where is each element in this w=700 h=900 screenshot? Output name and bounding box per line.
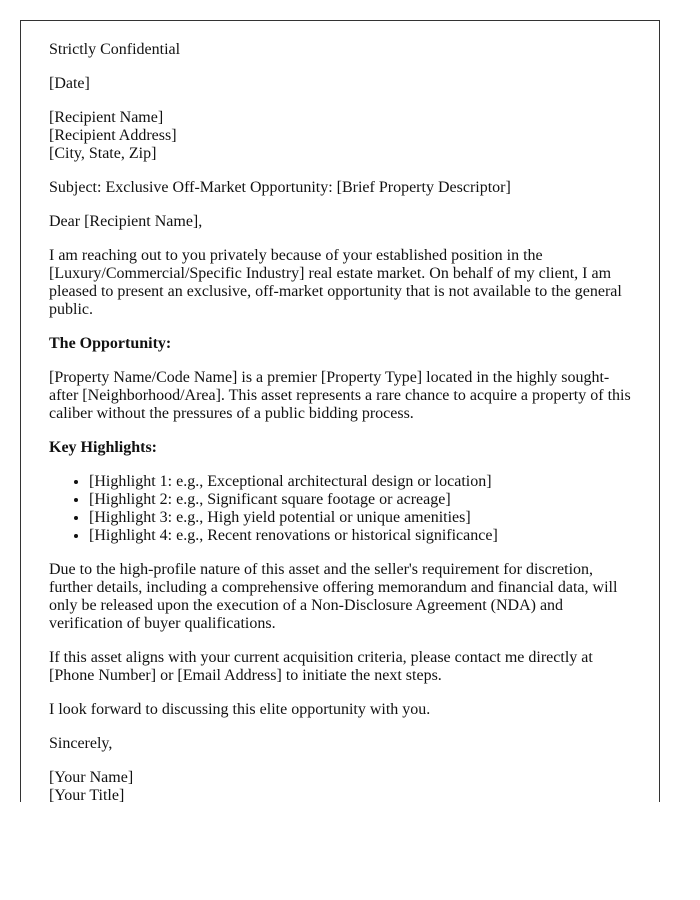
recipient-name: [Recipient Name]: [49, 109, 164, 126]
letter-page: [20, 20, 660, 802]
intro-paragraph: I am reaching out to you privately because of your established position in the [Luxury/Commercial/Specific Industry] real estate market. On behalf of my client, I am pleased to present an exclusive, off-market opportunity that is not available to the general public.: [49, 247, 622, 318]
highlights-list: [49, 473, 631, 545]
signature-name: [Your Name]: [49, 769, 134, 786]
salutation: Dear [Recipient Name],: [49, 213, 203, 230]
recipient-city-state-zip: [City, State, Zip]: [49, 145, 157, 162]
highlight-item: • [Highlight 1: e.g., Exceptional architectural design or location]: [89, 473, 631, 491]
signature-block: [49, 769, 631, 802]
recipient-address: [Recipient Address]: [49, 127, 177, 144]
highlight-item: • [Highlight 2: e.g., Significant square footage or acreage]: [89, 491, 631, 509]
recipient-block: [49, 109, 631, 163]
confidentiality-notice: Strictly Confidential: [49, 41, 181, 58]
highlight-item: • [Highlight 3: e.g., High yield potential or unique amenities]: [89, 509, 631, 527]
valediction: Sincerely,: [49, 735, 113, 752]
subject-line: Subject: Exclusive Off-Market Opportunity: [Brief Property Descriptor]: [49, 179, 511, 196]
letter-date: [Date]: [49, 75, 90, 92]
opportunity-paragraph: [Property Name/Code Name] is a premier [Property Type] located in the highly sought-after [Neighborhood/Area]. This asset represents a rare chance to acquire a property of this caliber without the pressures of a public bidding process.: [49, 369, 631, 422]
opportunity-heading: The Opportunity:: [49, 335, 172, 352]
signature-title: [Your Title]: [49, 787, 125, 802]
closing-line: I look forward to discussing this elite opportunity with you.: [49, 701, 431, 718]
highlights-heading: Key Highlights:: [49, 439, 158, 456]
highlight-item: • [Highlight 4: e.g., Recent renovations or historical significance]: [89, 527, 631, 545]
discretion-paragraph: Due to the high-profile nature of this asset and the seller's requirement for discretion, further details, including a comprehensive offering memorandum and financial data, will only be released upon the execution of a Non-Disclosure Agreement (NDA) and verification of buyer qualifications.: [49, 561, 618, 632]
letter-body: [21, 21, 659, 802]
contact-paragraph: If this asset aligns with your current acquisition criteria, please contact me directly at [Phone Number] or [Email Address] to initiate the next steps.: [49, 649, 593, 684]
